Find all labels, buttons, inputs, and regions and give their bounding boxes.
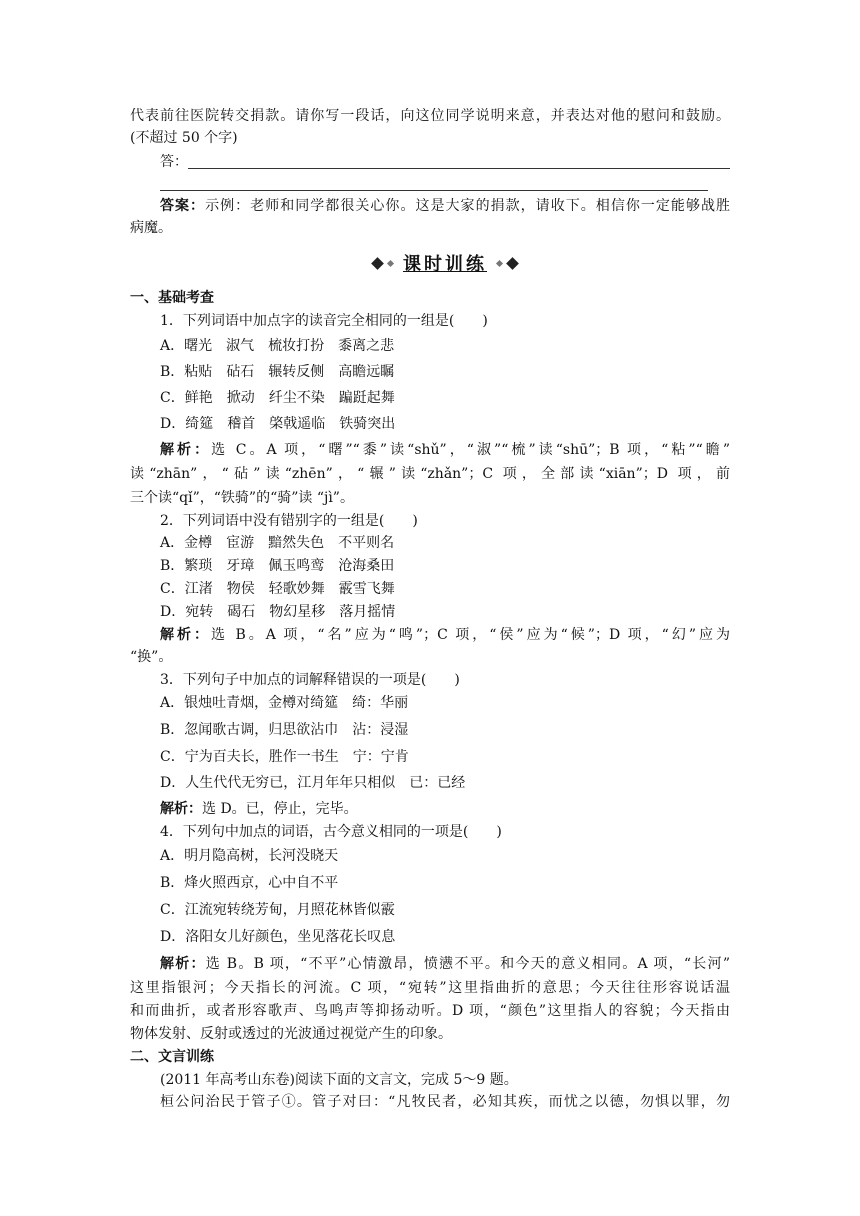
q4-option-c: C．江流宛转绕芳甸，月照花林皆似霰 (160, 902, 395, 918)
q2-analysis-line-1 (160, 625, 730, 645)
q2-option-d: D．宛转 碣石 物幻星移 落月摇情 (160, 604, 396, 620)
q4-analysis-line-2: 这里指银河；今天指长的河流。C 项，“宛转”这里指曲折的意思；今天往往形容说话温 (130, 980, 730, 996)
q2-analysis-text-1: 选 B。A 项，“名”应为“鸣”；C 项，“侯”应为“候”；D 项，“幻”应为 (211, 627, 730, 643)
diamond-icon (387, 259, 394, 266)
q2-option-b: B．繁琐 牙璋 佩玉鸣鸾 沧海桑田 (160, 558, 395, 574)
q2-analysis-line-2: “换”。 (130, 649, 173, 665)
answer-blank-line-1[interactable] (188, 168, 730, 169)
q4-analysis-line-4: 物体发射、反射或透过的光波通过视觉产生的印象。 (130, 1026, 452, 1042)
intro-line-2: (不超过 50 个字) (130, 130, 238, 146)
q4-option-b: B．烽火照西京，心中自不平 (160, 875, 339, 891)
q1-stem: 1．下列词语中加点字的读音完全相同的一组是( ) (160, 313, 488, 329)
q4-stem: 4．下列句中加点的词语，古今意义相同的一项是( ) (160, 824, 502, 840)
intro-line-1: 代表前往医院转交捐款。请你写一段话，向这位同学说明来意，并表达对他的慰问和鼓励。 (130, 108, 730, 124)
q1-analysis-line-2: 读“zhān”，“砧”读“zhēn”，“辗”读“zhǎn”；C 项，全部读“xiān”；D 项，前 (130, 466, 730, 482)
q1-analysis-label: 解析： (160, 442, 212, 458)
q1-analysis-text-1: 选 C。A 项，“曙”“黍”读“shǔ”，“淑”“梳”读“shū”；B 项，“粘”“瞻” (211, 442, 730, 458)
section-banner (355, 251, 535, 275)
q3-option-b: B．忽闻歌古调，归思欲沾巾 沾：浸湿 (160, 722, 409, 738)
answer-line-1 (160, 196, 730, 216)
q3-option-d: D．人生代代无穷已，江月年年只相似 已：已经 (160, 775, 466, 791)
q3-stem: 3．下列句子中加点的词解释错误的一项是( ) (160, 672, 460, 688)
q4-analysis-line-1 (160, 954, 730, 974)
answer-prompt: 答： (160, 154, 188, 170)
diamond-icon (506, 257, 519, 270)
q3-option-a: A．银烛吐青烟，金樽对绮筵 绮：华丽 (160, 695, 409, 711)
passage-line-1: 桓公问治民于管子①。管子对曰：“凡牧民者，必知其疾，而忧之以德，勿惧以罪，勿 (160, 1094, 730, 1110)
answer-text-1: 示例：老师和同学都很关心你。这是大家的捐款，请收下。相信你一定能够战胜 (205, 198, 731, 214)
section-1-title: 一、基础考查 (130, 290, 214, 306)
q2-option-c: C．江渚 物侯 轻歌妙舞 霰雪飞舞 (160, 581, 395, 597)
q2-analysis-label: 解析： (160, 627, 212, 643)
q1-option-c: C．鲜艳 掀动 纤尘不染 蹁跹起舞 (160, 390, 395, 406)
diamond-icon (496, 259, 503, 266)
q3-option-c: C．宁为百夫长，胜作一书生 宁：宁肯 (160, 749, 409, 765)
answer-line-2: 病魔。 (130, 220, 172, 236)
q4-option-d: D．洛阳女儿好颜色，坐见落花长叹息 (160, 929, 396, 945)
section-2-title: 二、文言训练 (130, 1049, 214, 1065)
answer-label: 答案： (160, 198, 206, 214)
q1-option-b: B．粘贴 砧石 辗转反侧 高瞻远瞩 (160, 364, 395, 380)
q1-option-a: A．曙光 淑气 梳妆打扮 黍离之悲 (160, 338, 395, 354)
q1-analysis-line-3: 三个读“qǐ”，“铁骑”的“骑”读 “jì”。 (130, 490, 354, 506)
q3-analysis-line-1 (160, 799, 730, 819)
q4-analysis-label: 解析： (160, 956, 206, 972)
q2-option-a: A．金樽 宦游 黯然失色 不平则名 (160, 535, 395, 551)
q3-analysis-text-1: 选 D。已，停止，完毕。 (202, 801, 358, 817)
banner-title: 课时训练 (403, 254, 487, 275)
diamond-icon (371, 257, 384, 270)
q2-stem: 2．下列词语中没有错别字的一组是( ) (160, 513, 418, 529)
q1-option-d: D．绮筵 稽首 棨戟遥临 铁骑突出 (160, 416, 396, 432)
answer-blank-line-2[interactable] (160, 190, 708, 191)
q4-analysis-line-3: 和而曲折，或者形容歌声、鸟鸣声等抑扬动听。D 项，“颜色”这里指人的容貌；今天指由 (130, 1003, 730, 1019)
passage-intro: (2011 年高考山东卷)阅读下面的文言文，完成 5～9 题。 (160, 1072, 518, 1088)
q3-analysis-label: 解析： (160, 801, 202, 817)
q1-analysis-line-1 (160, 440, 730, 460)
q4-option-a: A．明月隐高树，长河没晓天 (160, 848, 339, 864)
q4-analysis-text-1: 选 B。B 项，“不平”心情激昂，愤懑不平。和今天的意义相同。A 项，“长河” (205, 956, 730, 972)
